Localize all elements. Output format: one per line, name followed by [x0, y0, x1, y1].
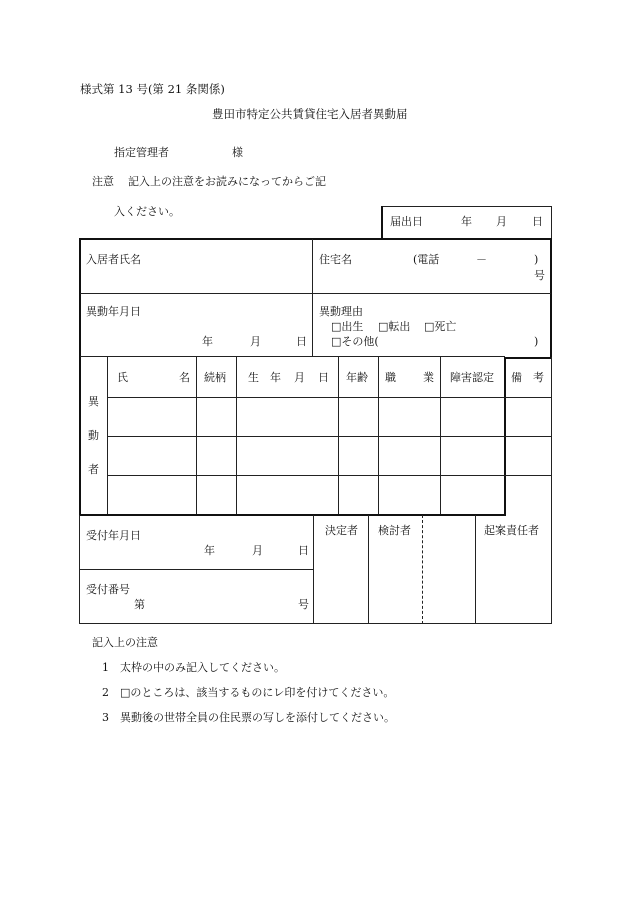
change-year: 年: [202, 335, 213, 348]
reason-move-out-checkbox[interactable]: □転出: [378, 320, 411, 333]
col-job-b: 業: [423, 371, 434, 384]
col-birth-b: 年: [270, 371, 281, 384]
phone-close: ): [534, 253, 539, 266]
received-day: 日: [298, 544, 309, 557]
received-year: 年: [204, 544, 215, 557]
col-disability: 障害認定: [450, 371, 494, 384]
side-char-2: 動: [88, 429, 99, 442]
note-2-text: □のところは、該当するものにレ印を付けてください。: [120, 686, 395, 699]
received-month: 月: [252, 544, 263, 557]
note-2-number: 2: [102, 686, 109, 699]
received-number-suffix: 号: [298, 598, 309, 611]
addressee-label: 指定管理者: [114, 146, 169, 159]
resident-name-label: 入居者氏名: [86, 253, 141, 266]
col-remarks-b: 考: [533, 371, 544, 384]
col-relation: 続柄: [204, 371, 226, 384]
side-char-1: 異: [88, 395, 99, 408]
side-char-3: 者: [88, 463, 99, 476]
note-1-text: 太枠の中のみ記入してください。: [120, 661, 285, 674]
received-number-label: 受付番号: [86, 583, 130, 596]
drafter-label: 起案責任者: [484, 524, 539, 537]
form-number: 様式第 13 号(第 21 条関係): [80, 82, 225, 96]
notes-heading: 記入上の注意: [92, 636, 158, 649]
change-month: 月: [250, 335, 261, 348]
note-3-number: 3: [102, 711, 109, 724]
note-label: 注意: [92, 175, 114, 188]
col-birth-d: 日: [318, 371, 329, 384]
reason-birth-checkbox[interactable]: □出生: [331, 320, 364, 333]
received-date-label: 受付年月日: [86, 529, 141, 542]
reason-other-checkbox[interactable]: □その他(: [331, 335, 379, 348]
col-birth-a: 生: [248, 371, 259, 384]
house-name-label: 住宅名: [319, 253, 352, 266]
note-1-number: 1: [102, 661, 109, 674]
change-day: 日: [296, 335, 307, 348]
form-title: 豊田市特定公共賃貸住宅入居者異動届: [212, 107, 408, 121]
submission-day: 日: [532, 215, 543, 228]
reason-other-close: ): [534, 335, 539, 348]
note-line-2: 入ください。: [114, 205, 180, 218]
received-number-prefix: 第: [134, 598, 145, 611]
decider-label: 決定者: [325, 524, 358, 537]
col-name-a: 氏: [117, 371, 128, 384]
col-birth-c: 月: [294, 371, 305, 384]
addressee-honorific: 様: [232, 146, 243, 159]
submission-date-label: 届出日: [390, 215, 423, 228]
col-job-a: 職: [385, 371, 396, 384]
col-name-b: 名: [179, 371, 190, 384]
change-date-label: 異動年月日: [86, 305, 141, 318]
phone-dash: －: [476, 253, 487, 266]
phone-label: (電話: [413, 253, 440, 266]
note-3-text: 異動後の世帯全員の住民票の写しを添付してください。: [120, 711, 395, 724]
note-line-1: 記入上の注意をお読みになってからご記: [128, 175, 326, 188]
col-age: 年齢: [346, 371, 368, 384]
room-number-suffix: 号: [534, 269, 545, 282]
reason-death-checkbox[interactable]: □死亡: [424, 320, 457, 333]
reason-label: 異動理由: [319, 305, 363, 318]
col-remarks-a: 備: [511, 371, 522, 384]
submission-year: 年: [461, 215, 472, 228]
reviewer-label: 検討者: [378, 524, 411, 537]
submission-month: 月: [496, 215, 507, 228]
